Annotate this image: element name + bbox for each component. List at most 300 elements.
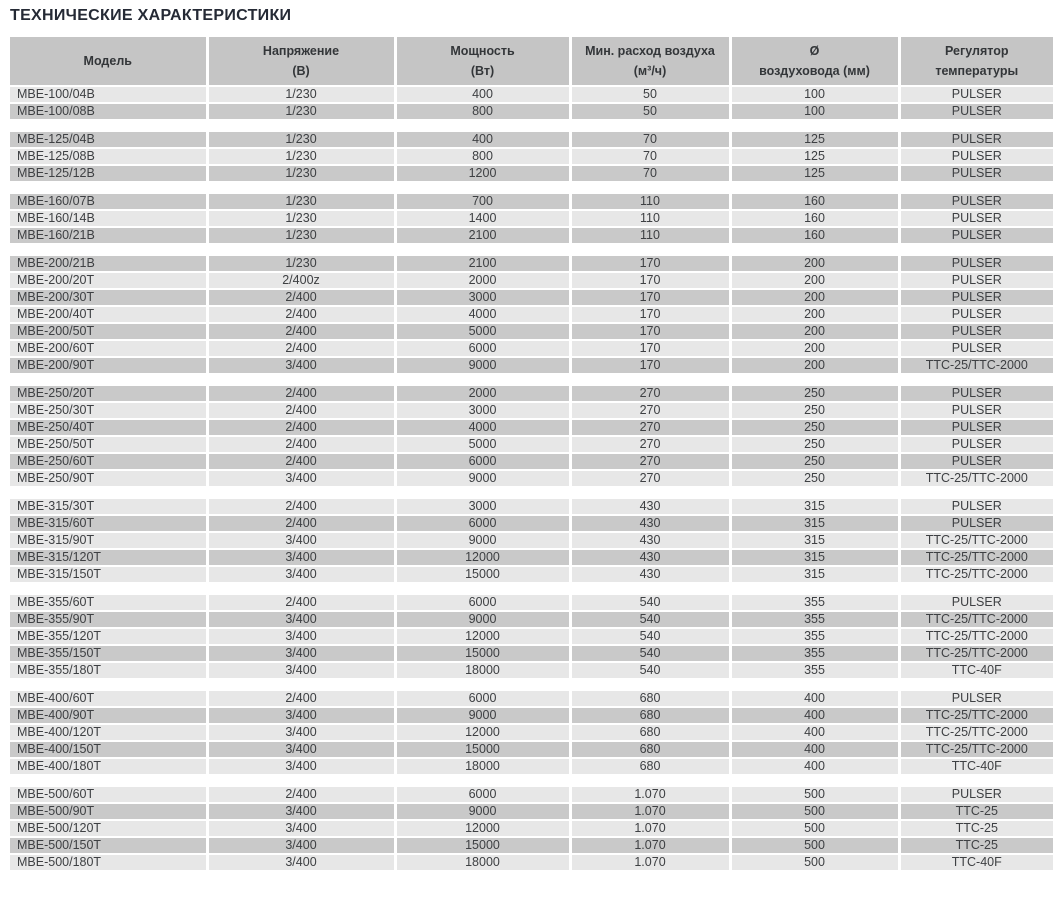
specs-table <box>10 37 1053 872</box>
cell-model: MBE-200/50T <box>10 323 207 340</box>
cell-power: 3000 <box>395 402 570 419</box>
group-gap-cell <box>10 244 1053 256</box>
cell-diameter: 250 <box>730 470 899 487</box>
cell-power: 6000 <box>395 691 570 707</box>
cell-power: 9000 <box>395 803 570 820</box>
cell-diameter: 250 <box>730 453 899 470</box>
cell-power: 2100 <box>395 256 570 272</box>
cell-airflow: 70 <box>570 165 730 182</box>
column-header-diameter <box>730 37 899 86</box>
cell-voltage: 3/400 <box>207 741 395 758</box>
cell-diameter: 355 <box>730 645 899 662</box>
table-row <box>10 566 1053 583</box>
table-row <box>10 103 1053 120</box>
cell-voltage: 3/400 <box>207 549 395 566</box>
cell-diameter: 200 <box>730 306 899 323</box>
cell-model: MBE-250/20T <box>10 386 207 402</box>
column-header-line2: (Вт) <box>470 64 495 78</box>
cell-voltage: 3/400 <box>207 470 395 487</box>
cell-diameter: 315 <box>730 532 899 549</box>
cell-power: 15000 <box>395 741 570 758</box>
cell-regulator: PULSER <box>899 165 1053 182</box>
cell-power: 6000 <box>395 340 570 357</box>
cell-diameter: 355 <box>730 595 899 611</box>
table-row <box>10 515 1053 532</box>
cell-airflow: 540 <box>570 662 730 679</box>
cell-model: MBE-400/90T <box>10 707 207 724</box>
cell-model: MBE-200/21B <box>10 256 207 272</box>
cell-airflow: 170 <box>570 289 730 306</box>
cell-regulator: TTC-25/TTC-2000 <box>899 611 1053 628</box>
cell-model: MBE-250/90T <box>10 470 207 487</box>
cell-regulator: TTC-25/TTC-2000 <box>899 549 1053 566</box>
cell-regulator: TTC-40F <box>899 662 1053 679</box>
table-row <box>10 820 1053 837</box>
cell-regulator: PULSER <box>899 323 1053 340</box>
table-row <box>10 272 1053 289</box>
table-row <box>10 628 1053 645</box>
cell-airflow: 430 <box>570 515 730 532</box>
cell-diameter: 355 <box>730 662 899 679</box>
page-title: ТЕХНИЧЕСКИЕ ХАРАКТЕРИСТИКИ <box>10 7 292 24</box>
cell-airflow: 430 <box>570 499 730 515</box>
cell-model: MBE-100/08B <box>10 103 207 120</box>
cell-power: 6000 <box>395 787 570 803</box>
cell-voltage: 1/230 <box>207 256 395 272</box>
cell-power: 9000 <box>395 707 570 724</box>
cell-model: MBE-315/120T <box>10 549 207 566</box>
cell-model: MBE-125/04B <box>10 132 207 148</box>
cell-model: MBE-160/21B <box>10 227 207 244</box>
cell-model: MBE-250/30T <box>10 402 207 419</box>
cell-voltage: 1/230 <box>207 86 395 103</box>
cell-power: 12000 <box>395 628 570 645</box>
cell-power: 6000 <box>395 595 570 611</box>
table-row <box>10 499 1053 515</box>
cell-voltage: 2/400 <box>207 515 395 532</box>
cell-power: 12000 <box>395 724 570 741</box>
cell-diameter: 200 <box>730 323 899 340</box>
column-header-line2: воздуховода (мм) <box>759 64 870 78</box>
cell-regulator: PULSER <box>899 402 1053 419</box>
table-row <box>10 227 1053 244</box>
cell-model: MBE-355/150T <box>10 645 207 662</box>
cell-diameter: 315 <box>730 566 899 583</box>
cell-voltage: 1/230 <box>207 103 395 120</box>
cell-voltage: 3/400 <box>207 532 395 549</box>
cell-model: MBE-500/90T <box>10 803 207 820</box>
group-gap-row <box>10 182 1053 194</box>
cell-power: 18000 <box>395 758 570 775</box>
table-row <box>10 837 1053 854</box>
cell-regulator: PULSER <box>899 453 1053 470</box>
table-row <box>10 741 1053 758</box>
cell-voltage: 3/400 <box>207 662 395 679</box>
cell-diameter: 500 <box>730 854 899 871</box>
cell-power: 800 <box>395 148 570 165</box>
cell-power: 4000 <box>395 419 570 436</box>
cell-diameter: 400 <box>730 724 899 741</box>
cell-voltage: 3/400 <box>207 724 395 741</box>
group-gap-row <box>10 244 1053 256</box>
cell-model: MBE-200/90T <box>10 357 207 374</box>
cell-voltage: 2/400 <box>207 402 395 419</box>
group-gap-cell <box>10 487 1053 499</box>
cell-voltage: 3/400 <box>207 820 395 837</box>
column-header-line2: (В) <box>292 64 310 78</box>
cell-regulator: PULSER <box>899 210 1053 227</box>
table-row <box>10 854 1053 871</box>
cell-airflow: 50 <box>570 86 730 103</box>
cell-diameter: 500 <box>730 787 899 803</box>
cell-regulator: TTC-25/TTC-2000 <box>899 357 1053 374</box>
cell-diameter: 400 <box>730 707 899 724</box>
column-header-model <box>10 37 207 86</box>
cell-diameter: 400 <box>730 741 899 758</box>
column-header-regulator <box>899 37 1053 86</box>
cell-power: 18000 <box>395 854 570 871</box>
cell-voltage: 2/400 <box>207 436 395 453</box>
table-row <box>10 256 1053 272</box>
cell-voltage: 2/400 <box>207 306 395 323</box>
table-row <box>10 386 1053 402</box>
cell-airflow: 1.070 <box>570 787 730 803</box>
cell-regulator: TTC-25/TTC-2000 <box>899 645 1053 662</box>
cell-voltage: 3/400 <box>207 854 395 871</box>
cell-airflow: 1.070 <box>570 837 730 854</box>
table-row <box>10 289 1053 306</box>
cell-model: MBE-315/90T <box>10 532 207 549</box>
table-row <box>10 436 1053 453</box>
cell-regulator: PULSER <box>899 194 1053 210</box>
cell-regulator: PULSER <box>899 386 1053 402</box>
cell-voltage: 2/400 <box>207 691 395 707</box>
cell-regulator: TTC-25/TTC-2000 <box>899 741 1053 758</box>
cell-airflow: 680 <box>570 691 730 707</box>
cell-voltage: 3/400 <box>207 566 395 583</box>
cell-diameter: 200 <box>730 256 899 272</box>
cell-diameter: 125 <box>730 148 899 165</box>
cell-model: MBE-315/150T <box>10 566 207 583</box>
cell-diameter: 250 <box>730 436 899 453</box>
cell-diameter: 355 <box>730 628 899 645</box>
cell-airflow: 680 <box>570 741 730 758</box>
cell-airflow: 680 <box>570 758 730 775</box>
table-row <box>10 803 1053 820</box>
cell-diameter: 500 <box>730 803 899 820</box>
table-row <box>10 611 1053 628</box>
cell-airflow: 540 <box>570 611 730 628</box>
cell-diameter: 125 <box>730 165 899 182</box>
cell-regulator: PULSER <box>899 787 1053 803</box>
column-header-line1: Мин. расход воздуха <box>585 44 715 58</box>
cell-voltage: 3/400 <box>207 611 395 628</box>
cell-voltage: 1/230 <box>207 148 395 165</box>
cell-voltage: 3/400 <box>207 645 395 662</box>
table-row <box>10 306 1053 323</box>
cell-airflow: 70 <box>570 132 730 148</box>
cell-power: 2000 <box>395 272 570 289</box>
column-header-line1: Напряжение <box>262 44 340 58</box>
cell-regulator: PULSER <box>899 419 1053 436</box>
table-row <box>10 210 1053 227</box>
cell-airflow: 430 <box>570 549 730 566</box>
cell-power: 4000 <box>395 306 570 323</box>
cell-model: MBE-100/04B <box>10 86 207 103</box>
cell-voltage: 2/400 <box>207 453 395 470</box>
cell-regulator: TTC-25 <box>899 803 1053 820</box>
group-gap-row <box>10 775 1053 787</box>
cell-voltage: 3/400 <box>207 628 395 645</box>
cell-power: 9000 <box>395 357 570 374</box>
cell-model: MBE-355/180T <box>10 662 207 679</box>
specs-table-body <box>10 86 1053 871</box>
cell-model: MBE-315/60T <box>10 515 207 532</box>
table-row <box>10 357 1053 374</box>
cell-model: MBE-500/120T <box>10 820 207 837</box>
cell-regulator: TTC-40F <box>899 854 1053 871</box>
group-gap-cell <box>10 775 1053 787</box>
cell-power: 12000 <box>395 820 570 837</box>
cell-airflow: 270 <box>570 470 730 487</box>
cell-power: 12000 <box>395 549 570 566</box>
cell-regulator: TTC-40F <box>899 758 1053 775</box>
cell-airflow: 540 <box>570 595 730 611</box>
column-header-line1: Регулятор <box>945 44 1009 58</box>
cell-airflow: 270 <box>570 419 730 436</box>
cell-airflow: 430 <box>570 532 730 549</box>
cell-diameter: 315 <box>730 499 899 515</box>
cell-regulator: PULSER <box>899 515 1053 532</box>
cell-power: 2100 <box>395 227 570 244</box>
cell-regulator: PULSER <box>899 499 1053 515</box>
cell-regulator: PULSER <box>899 103 1053 120</box>
table-row <box>10 532 1053 549</box>
cell-diameter: 500 <box>730 837 899 854</box>
cell-model: MBE-160/07B <box>10 194 207 210</box>
cell-diameter: 200 <box>730 357 899 374</box>
cell-diameter: 200 <box>730 289 899 306</box>
column-header-line1: Модель <box>83 54 132 68</box>
group-gap-row <box>10 679 1053 691</box>
cell-model: MBE-200/30T <box>10 289 207 306</box>
cell-diameter: 250 <box>730 419 899 436</box>
cell-voltage: 2/400 <box>207 386 395 402</box>
cell-regulator: PULSER <box>899 691 1053 707</box>
cell-airflow: 680 <box>570 724 730 741</box>
cell-airflow: 70 <box>570 148 730 165</box>
group-gap-cell <box>10 583 1053 595</box>
cell-power: 9000 <box>395 470 570 487</box>
cell-power: 5000 <box>395 436 570 453</box>
cell-power: 9000 <box>395 611 570 628</box>
cell-voltage: 2/400 <box>207 340 395 357</box>
cell-model: MBE-400/150T <box>10 741 207 758</box>
group-gap-row <box>10 487 1053 499</box>
table-row <box>10 194 1053 210</box>
cell-airflow: 170 <box>570 340 730 357</box>
cell-power: 5000 <box>395 323 570 340</box>
table-row <box>10 132 1053 148</box>
cell-diameter: 315 <box>730 549 899 566</box>
table-row <box>10 645 1053 662</box>
table-row <box>10 662 1053 679</box>
cell-airflow: 1.070 <box>570 803 730 820</box>
cell-model: MBE-125/08B <box>10 148 207 165</box>
cell-voltage: 1/230 <box>207 132 395 148</box>
table-row <box>10 691 1053 707</box>
cell-regulator: TTC-25/TTC-2000 <box>899 724 1053 741</box>
cell-airflow: 110 <box>570 227 730 244</box>
cell-voltage: 3/400 <box>207 707 395 724</box>
cell-diameter: 200 <box>730 340 899 357</box>
cell-power: 3000 <box>395 499 570 515</box>
cell-power: 3000 <box>395 289 570 306</box>
cell-power: 9000 <box>395 532 570 549</box>
cell-voltage: 3/400 <box>207 837 395 854</box>
cell-regulator: TTC-25/TTC-2000 <box>899 470 1053 487</box>
cell-regulator: TTC-25/TTC-2000 <box>899 566 1053 583</box>
cell-diameter: 100 <box>730 103 899 120</box>
group-gap-row <box>10 120 1053 132</box>
group-gap-row <box>10 583 1053 595</box>
table-row <box>10 549 1053 566</box>
cell-power: 15000 <box>395 837 570 854</box>
group-gap-cell <box>10 182 1053 194</box>
cell-airflow: 170 <box>570 357 730 374</box>
table-row <box>10 707 1053 724</box>
cell-diameter: 125 <box>730 132 899 148</box>
cell-airflow: 170 <box>570 272 730 289</box>
cell-regulator: TTC-25 <box>899 820 1053 837</box>
cell-airflow: 110 <box>570 194 730 210</box>
column-header-line1: Мощность <box>450 44 515 58</box>
table-row <box>10 724 1053 741</box>
cell-diameter: 100 <box>730 86 899 103</box>
table-row <box>10 453 1053 470</box>
cell-diameter: 250 <box>730 402 899 419</box>
group-gap-cell <box>10 120 1053 132</box>
cell-voltage: 2/400z <box>207 272 395 289</box>
specs-table-header <box>10 37 1053 86</box>
cell-regulator: PULSER <box>899 132 1053 148</box>
cell-power: 2000 <box>395 386 570 402</box>
table-row <box>10 402 1053 419</box>
cell-airflow: 270 <box>570 402 730 419</box>
cell-model: MBE-500/180T <box>10 854 207 871</box>
cell-regulator: PULSER <box>899 306 1053 323</box>
column-header-line1: Ø <box>809 44 820 58</box>
cell-power: 400 <box>395 86 570 103</box>
cell-diameter: 200 <box>730 272 899 289</box>
cell-regulator: TTC-25/TTC-2000 <box>899 707 1053 724</box>
cell-airflow: 430 <box>570 566 730 583</box>
table-row <box>10 787 1053 803</box>
cell-regulator: PULSER <box>899 595 1053 611</box>
table-row <box>10 470 1053 487</box>
cell-model: MBE-200/20T <box>10 272 207 289</box>
cell-voltage: 3/400 <box>207 357 395 374</box>
cell-power: 400 <box>395 132 570 148</box>
cell-airflow: 1.070 <box>570 854 730 871</box>
cell-airflow: 170 <box>570 306 730 323</box>
column-header-airflow <box>570 37 730 86</box>
cell-model: MBE-355/60T <box>10 595 207 611</box>
group-gap-cell <box>10 679 1053 691</box>
table-row <box>10 323 1053 340</box>
column-header-line2: температуры <box>935 64 1019 78</box>
cell-regulator: PULSER <box>899 227 1053 244</box>
cell-model: MBE-250/40T <box>10 419 207 436</box>
cell-diameter: 355 <box>730 611 899 628</box>
cell-airflow: 680 <box>570 707 730 724</box>
table-row <box>10 86 1053 103</box>
cell-model: MBE-200/40T <box>10 306 207 323</box>
group-gap-cell <box>10 374 1053 386</box>
cell-regulator: PULSER <box>899 86 1053 103</box>
cell-model: MBE-355/120T <box>10 628 207 645</box>
cell-power: 6000 <box>395 453 570 470</box>
column-header-line2: (м³/ч) <box>633 64 667 78</box>
cell-model: MBE-315/30T <box>10 499 207 515</box>
cell-airflow: 540 <box>570 645 730 662</box>
table-row <box>10 595 1053 611</box>
cell-voltage: 3/400 <box>207 803 395 820</box>
table-row <box>10 165 1053 182</box>
cell-voltage: 1/230 <box>207 210 395 227</box>
cell-power: 18000 <box>395 662 570 679</box>
cell-model: MBE-250/60T <box>10 453 207 470</box>
cell-model: MBE-160/14B <box>10 210 207 227</box>
cell-voltage: 2/400 <box>207 289 395 306</box>
cell-power: 800 <box>395 103 570 120</box>
cell-airflow: 110 <box>570 210 730 227</box>
cell-diameter: 400 <box>730 758 899 775</box>
cell-regulator: TTC-25/TTC-2000 <box>899 532 1053 549</box>
cell-regulator: PULSER <box>899 256 1053 272</box>
cell-airflow: 270 <box>570 386 730 402</box>
cell-airflow: 50 <box>570 103 730 120</box>
cell-regulator: PULSER <box>899 272 1053 289</box>
cell-airflow: 270 <box>570 453 730 470</box>
table-row <box>10 758 1053 775</box>
cell-model: MBE-250/50T <box>10 436 207 453</box>
cell-voltage: 1/230 <box>207 227 395 244</box>
column-header-power <box>395 37 570 86</box>
cell-voltage: 2/400 <box>207 323 395 340</box>
column-header-voltage <box>207 37 395 86</box>
cell-power: 15000 <box>395 645 570 662</box>
cell-power: 700 <box>395 194 570 210</box>
cell-power: 15000 <box>395 566 570 583</box>
cell-airflow: 1.070 <box>570 820 730 837</box>
cell-model: MBE-400/60T <box>10 691 207 707</box>
header-row <box>10 37 1053 86</box>
table-row <box>10 340 1053 357</box>
cell-model: MBE-355/90T <box>10 611 207 628</box>
cell-power: 1400 <box>395 210 570 227</box>
cell-regulator: TTC-25/TTC-2000 <box>899 628 1053 645</box>
cell-regulator: TTC-25 <box>899 837 1053 854</box>
cell-airflow: 270 <box>570 436 730 453</box>
cell-airflow: 170 <box>570 256 730 272</box>
cell-model: MBE-400/120T <box>10 724 207 741</box>
cell-power: 1200 <box>395 165 570 182</box>
cell-diameter: 160 <box>730 194 899 210</box>
cell-model: MBE-500/150T <box>10 837 207 854</box>
cell-regulator: PULSER <box>899 436 1053 453</box>
cell-model: MBE-200/60T <box>10 340 207 357</box>
